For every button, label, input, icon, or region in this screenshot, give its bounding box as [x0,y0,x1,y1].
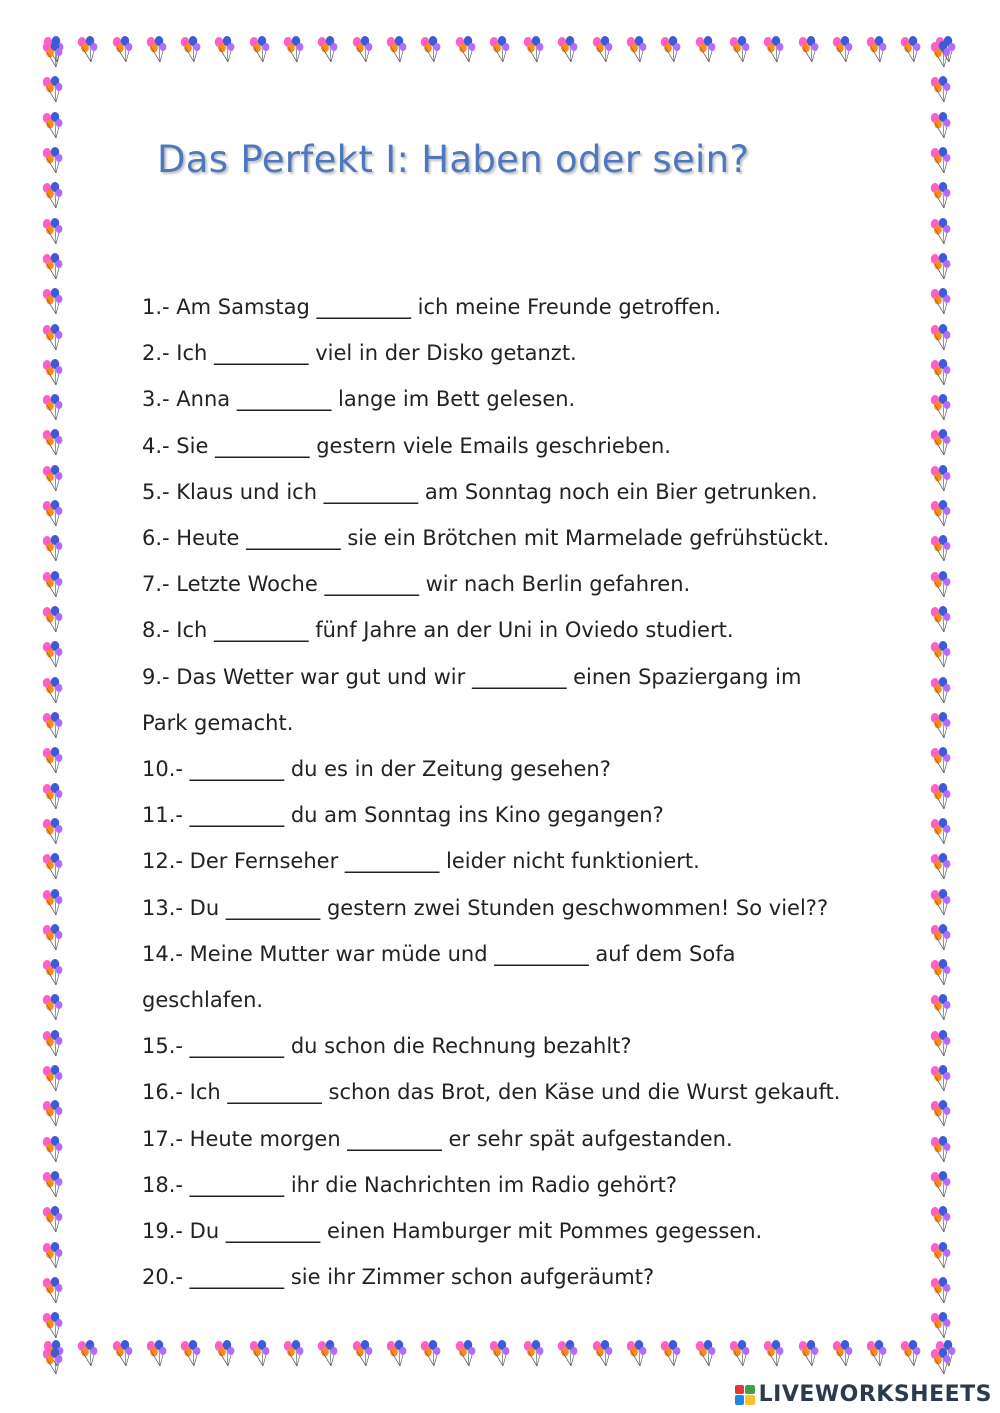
balloons-icon [897,1339,925,1367]
balloons-icon [211,1339,239,1367]
balloons-icon [927,534,955,562]
exercise-line: 16.- Ich _________ schon das Brot, den Käse und die Wurst gekauft. [142,1080,841,1105]
balloons-icon [39,499,67,527]
balloons-icon [554,35,582,63]
balloons-icon [39,464,67,492]
balloons-icon [383,35,411,63]
balloons-icon [39,287,67,315]
balloons-icon [927,1135,955,1163]
balloons-icon [383,1339,411,1367]
balloons-icon [927,1347,955,1375]
balloons-icon [927,428,955,456]
balloons-icon [39,1241,67,1269]
exercise-line: 8.- Ich _________ fünf Jahre an der Uni in Oviedo studiert. [142,618,734,643]
exercise-line: 13.- Du _________ gestern zwei Stunden geschwommen! So viel?? [142,895,829,920]
balloons-icon [927,111,955,139]
balloons-icon [927,181,955,209]
exercise-list [142,284,912,1300]
balloons-icon [452,1339,480,1367]
balloons-icon [39,1205,67,1233]
balloons-icon [692,35,720,63]
balloons-icon [623,1339,651,1367]
balloons-icon [520,1339,548,1367]
balloons-icon [927,1205,955,1233]
liveworksheets-logo-text: LIVEWORKSHEETS [758,1382,992,1407]
balloons-icon [417,1339,445,1367]
balloons-icon [39,40,67,68]
balloons-icon [589,35,617,63]
balloons-icon [520,35,548,63]
balloons-icon [927,464,955,492]
balloons-icon [486,1339,514,1367]
balloons-icon [314,1339,342,1367]
balloons-icon [760,35,788,63]
balloons-icon [349,35,377,63]
exercise-line: 3.- Anna _________ lange im Bett gelesen. [142,387,576,412]
exercise-line: 4.- Sie _________ gestern viele Emails geschrieben. [142,433,671,458]
balloons-icon [39,534,67,562]
balloons-icon [39,852,67,880]
balloons-icon [74,1339,102,1367]
balloons-icon [927,1241,955,1269]
balloons-icon [589,1339,617,1367]
balloons-icon [795,35,823,63]
balloons-icon [927,923,955,951]
balloons-icon [927,323,955,351]
balloons-icon [927,676,955,704]
balloons-icon [39,993,67,1021]
balloons-icon [897,35,925,63]
balloons-icon [74,35,102,63]
balloons-icon [39,888,67,916]
balloons-icon [927,711,955,739]
balloons-icon [927,888,955,916]
balloons-icon [177,35,205,63]
balloons-icon [280,35,308,63]
balloons-icon [829,1339,857,1367]
balloons-icon [927,40,955,68]
balloons-icon [39,923,67,951]
balloons-icon [39,358,67,386]
balloons-icon [39,640,67,668]
exercise-line: 19.- Du _________ einen Hamburger mit Pommes gegessen. [142,1219,763,1244]
balloons-icon [726,1339,754,1367]
exercise-line: 1.- Am Samstag _________ ich meine Freunde getroffen. [142,295,722,319]
balloons-icon [39,817,67,845]
balloons-icon [927,993,955,1021]
balloons-icon [927,499,955,527]
balloons-icon [927,393,955,421]
balloons-icon [927,817,955,845]
balloons-icon [39,428,67,456]
balloons-icon [177,1339,205,1367]
balloons-icon [109,1339,137,1367]
balloons-icon [280,1339,308,1367]
balloons-icon [39,958,67,986]
balloons-icon [314,35,342,63]
balloons-icon [927,1029,955,1057]
balloon-border-left [36,40,70,1375]
balloons-icon [246,35,274,63]
balloons-icon [486,35,514,63]
balloons-icon [927,1064,955,1092]
balloons-icon [39,570,67,598]
balloons-icon [927,146,955,174]
balloons-icon [795,1339,823,1367]
balloons-icon [657,35,685,63]
exercise-line: 15.- _________ du schon die Rechnung bezahlt? [142,1034,632,1059]
balloons-icon [39,1276,67,1304]
exercise-line: 18.- _________ ihr die Nachrichten im Radio gehört? [142,1172,678,1197]
balloons-icon [39,217,67,245]
balloons-icon [39,181,67,209]
balloons-icon [39,75,67,103]
exercise-line: Park gemacht. [142,710,294,735]
balloons-icon [109,35,137,63]
balloons-icon [39,111,67,139]
balloons-icon [452,35,480,63]
balloons-icon [927,1276,955,1304]
exercise-line: 17.- Heute morgen _________ er sehr spät aufgestanden. [142,1126,733,1151]
balloons-icon [927,287,955,315]
balloons-icon [927,1170,955,1198]
balloon-border-top [40,32,960,66]
balloons-icon [349,1339,377,1367]
balloons-icon [927,358,955,386]
balloons-icon [692,1339,720,1367]
exercise-line: 11.- _________ du am Sonntag ins Kino gegangen? [142,803,664,828]
balloons-icon [39,1347,67,1375]
balloons-icon [39,252,67,280]
balloons-icon [554,1339,582,1367]
balloons-icon [927,252,955,280]
balloons-icon [39,1135,67,1163]
liveworksheets-logo-icon [735,1385,755,1405]
balloons-icon [39,782,67,810]
exercise-line: 10.- _________ du es in der Zeitung gesehen? [142,757,611,782]
exercise-line: 20.- _________ sie ihr Zimmer schon aufgeräumt? [142,1265,655,1290]
balloons-icon [927,605,955,633]
balloons-icon [211,35,239,63]
balloons-icon [927,958,955,986]
worksheet-title: Das Perfekt I: Haben oder sein? [157,138,750,181]
exercise-line: 12.- Der Fernseher _________ leider nicht funktioniert. [142,849,700,874]
balloons-icon [927,75,955,103]
balloons-icon [863,1339,891,1367]
balloons-icon [39,393,67,421]
balloons-icon [726,35,754,63]
balloons-icon [143,1339,171,1367]
balloon-border-bottom [40,1336,960,1370]
balloons-icon [39,1064,67,1092]
balloons-icon [927,782,955,810]
balloons-icon [39,711,67,739]
balloons-icon [657,1339,685,1367]
balloon-border-right [924,40,958,1375]
balloons-icon [39,746,67,774]
balloons-icon [863,35,891,63]
balloons-icon [623,35,651,63]
exercise-line: 9.- Das Wetter war gut und wir _________ einen Spaziergang im [142,664,802,689]
balloons-icon [760,1339,788,1367]
exercise-line: 5.- Klaus und ich _________ am Sonntag noch ein Bier getrunken. [142,479,818,504]
balloons-icon [39,605,67,633]
balloons-icon [927,1311,955,1339]
balloons-icon [39,146,67,174]
balloons-icon [39,323,67,351]
balloons-icon [39,1099,67,1127]
balloons-icon [39,1029,67,1057]
balloons-icon [246,1339,274,1367]
balloons-icon [927,217,955,245]
exercise-line: 14.- Meine Mutter war müde und _________ auf dem Sofa [142,941,736,966]
balloons-icon [39,1170,67,1198]
liveworksheets-logo [735,1382,992,1407]
balloons-icon [143,35,171,63]
balloons-icon [927,640,955,668]
exercise-line: 7.- Letzte Woche _________ wir nach Berlin gefahren. [142,572,691,597]
exercise-line: 6.- Heute _________ sie ein Brötchen mit Marmelade gefrühstückt. [142,526,830,551]
balloons-icon [39,676,67,704]
balloons-icon [927,746,955,774]
balloons-icon [927,1099,955,1127]
balloons-icon [829,35,857,63]
balloons-icon [927,570,955,598]
balloons-icon [927,852,955,880]
exercise-line: 2.- Ich _________ viel in der Disko getanzt. [142,341,577,366]
exercise-line: geschlafen. [142,988,264,1013]
balloons-icon [39,1311,67,1339]
balloons-icon [417,35,445,63]
